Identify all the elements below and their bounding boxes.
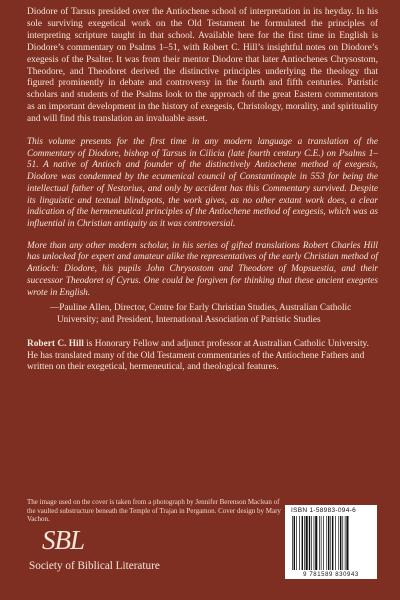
barcode-number: 9 781589 830943 xyxy=(303,572,359,578)
isbn-label: ISBN 1-58983-094-6 xyxy=(291,507,357,514)
back-cover-text xyxy=(27,7,378,374)
endorsement-attribution: —Pauline Allen, Director, Centre for Early Christian Studies, Australian Catholic University; and President, International Association of Patristic Studies xyxy=(50,303,352,325)
book-description: Diodore of Tarsus presided over the Antiochene school of interpretation in its heyday. In his sole surviving exegetical work on the Old Testament he formulated the principles of interpreting scripture taught in that school. Available here for the first time in English is Diodore’s commentary on Psalms 1–51, with Robert C. Hill’s insightful notes on Diodore’s exegesis of the Psalter. It was from their mentor Diodore that later Antiochenes Chrysostom, Theodore, and Theodoret derived the distinctive principles underlying the theology that figured prominently in debate and controversy in the fourth and fifth centuries. Patristic scholars and students of the Psalms look to the approach of the great Eastern commentators as an important development in the history of exegesis, Christology, morality, and spirituality and will find this translation an invaluable asset. xyxy=(27,7,378,125)
publisher-logo xyxy=(42,527,84,554)
endorsement-quote: More than any other modern scholar, in his series of gifted translations Robert Charles Hill has unlocked for expert and amateur alike the representatives of the early Christian method of Antioch: Diodore, his pupils John Chrysostom and Theodore of Mopsuestia, and their successor Theodoret of Cyrus. One could be forgiven for thinking that these ancient exegetes wrote in English. xyxy=(27,240,378,298)
publisher-name: Society of Biblical Literature xyxy=(29,560,160,572)
barcode xyxy=(285,505,377,579)
barcode-icon xyxy=(291,516,371,570)
endorsement-quote: This volume presents for the first time in any modern language a translation of the Commentary of Diodore, bishop of Tarsus in Cilicia (late fourth century C.E.) on Psalms 1–51. A native of Antioch and founder of the distinctively Antiochene method of exegesis, Diodore was condemned by the ecumenical council of Constantinople in 553 for being the intellectual father of Nestorius, and only by accident has this Commentary survived. Despite its linguistic and textual blindspots, the work gives, as no other extant work does, a clear indication of the hermeneutical principles of the Antiochene method of exegesis, which was as influential in Christian antiquity as it was controversial. xyxy=(27,137,378,229)
author-name: Robert C. Hill xyxy=(27,338,84,349)
cover-credit: The image used on the cover is taken from a photograph by Jennifer Berenson Maclean of the vaulted substructure beneath the Temple of Trajan in Pergamon. Cover design by Mary Vachon. xyxy=(27,498,281,524)
author-bio-text: is Honorary Fellow and adjunct professor at Australian Catholic University. He has translated many of the Old Testament commentaries of the Antiochene Fathers and written on their exegetical, hermeneutical, and theological features. xyxy=(27,338,369,373)
sbl-logo-icon: SBL xyxy=(42,525,85,555)
author-bio xyxy=(27,339,378,375)
